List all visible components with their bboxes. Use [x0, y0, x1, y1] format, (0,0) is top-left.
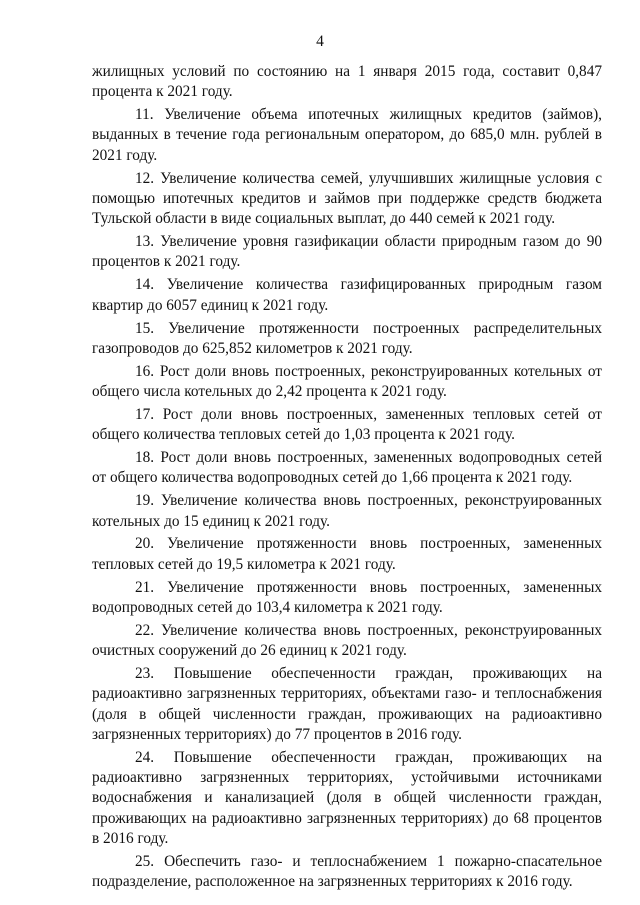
- paragraph-item-11: 11. Увеличение объема ипотечных жилищных кредитов (займов), выданных в течение года региональным оператором, до 685,0 млн. рублей в 2021 году.: [92, 106, 602, 164]
- paragraph-item-12: 12. Увеличение количества семей, улучшивших жилищные условия с помощью ипотечных кредитов и займов при поддержке средств бюджета Тульской области в виде социальных выплат, до 440 семей к 2021 году.: [92, 169, 602, 228]
- paragraph-item-15: 15. Увеличение протяженности построенных распределительных газопроводов до 625,852 километров к 2021 году.: [92, 319, 602, 357]
- paragraph-item-22: 22. Увеличение количества вновь построенных, реконструированных очистных сооружений до 26 единиц к 2021 году.: [92, 621, 602, 660]
- paragraph-item-18: 18. Рост доли вновь построенных, замененных водопроводных сетей от общего количества водопроводных сетей до 1,66 процента к 2021 году.: [92, 449, 602, 487]
- paragraph-continuation: жилищных условий по состоянию на 1 января 2015 года, составит 0,847 процента к 2021 году.: [92, 63, 602, 101]
- paragraph-item-13: 13. Увеличение уровня газификации области природным газом до 90 процентов к 2021 году.: [92, 233, 602, 271]
- paragraph-item-17: 17. Рост доли вновь построенных, замененных тепловых сетей от общего количества тепловых сетей до 1,03 процента к 2021 году.: [92, 405, 602, 444]
- document-body: [92, 62, 602, 895]
- paragraph-item-19: 19. Увеличение количества вновь построенных, реконструированных котельных до 15 единиц к 2021 году.: [92, 492, 602, 530]
- paragraph-item-25: 25. Обеспечить газо- и теплоснабжением 1 пожарно-спасательное подразделение, расположенное на загрязненных территориях к 2016 году.: [92, 852, 602, 891]
- paragraph-item-16: 16. Рост доли вновь построенных, реконструированных котельных от общего числа котельных до 2,42 процента к 2021 году.: [92, 362, 602, 401]
- paragraph-item-23: 23. Повышение обеспеченности граждан, проживающих на радиоактивно загрязненных территориях, объектами газо- и теплоснабжения (доля в общей численности граждан, проживающих на радиоактивно загрязненных территориях) до 77 процентов в 2016 году.: [92, 665, 602, 743]
- paragraph-item-14: 14. Увеличение количества газифицированных природным газом квартир до 6057 единиц к 2021 году.: [92, 276, 602, 314]
- paragraph-item-24: 24. Повышение обеспеченности граждан, проживающих на радиоактивно загрязненных территориях, устойчивыми источниками водоснабжения и канализацией (доля в общей численности граждан, проживающих на радиоактивно загрязненных территориях) до 68 процентов в 2016 году.: [92, 748, 602, 847]
- page-number: 4: [316, 33, 324, 50]
- paragraph-item-20: 20. Увеличение протяженности вновь построенных, замененных тепловых сетей до 19,5 километра к 2021 году.: [92, 535, 602, 573]
- paragraph-item-21: 21. Увеличение протяженности вновь построенных, замененных водопроводных сетей до 103,4 километра к 2021 году.: [92, 578, 602, 616]
